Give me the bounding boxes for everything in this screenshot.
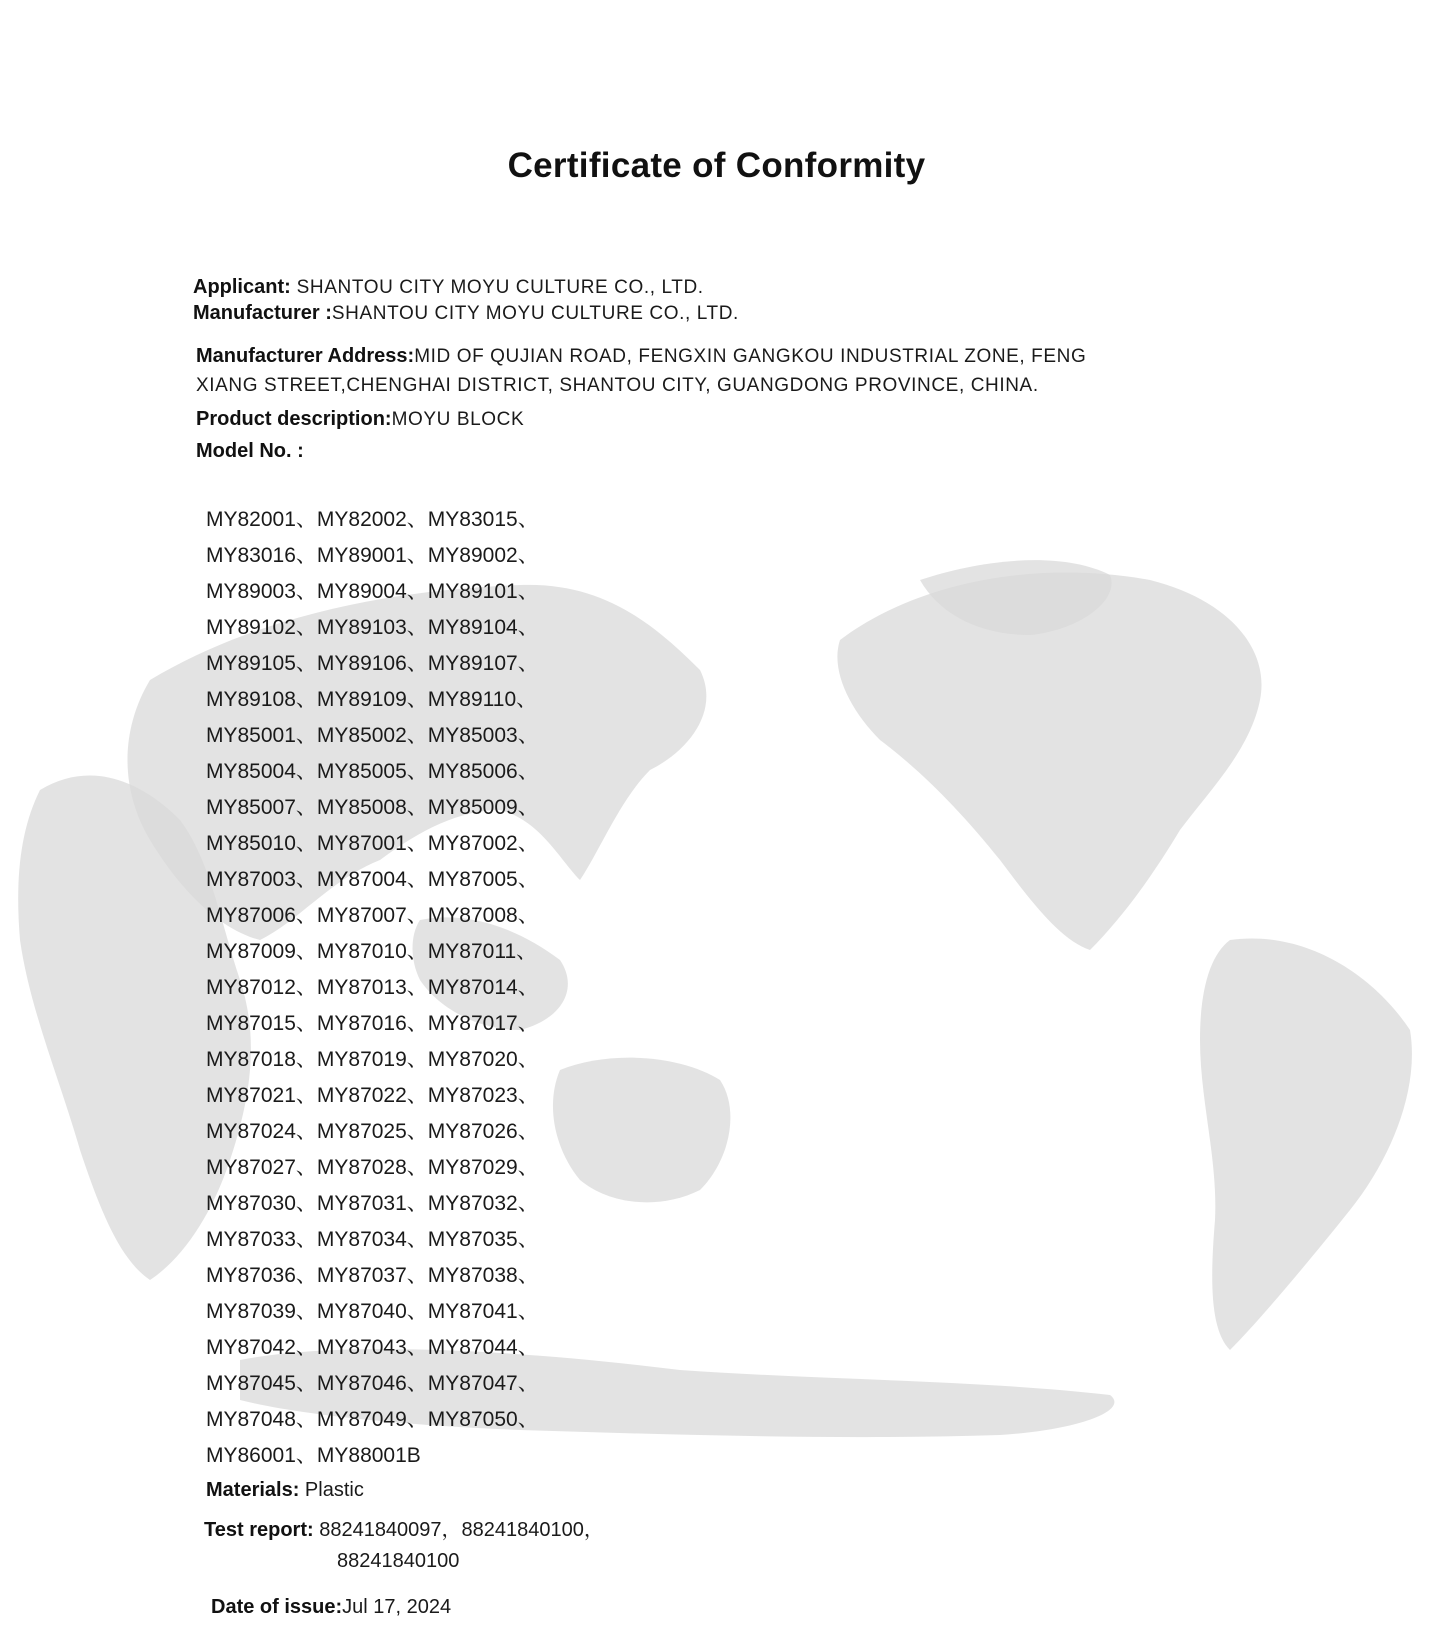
manufacturer-address-row-2 xyxy=(196,372,1039,399)
model-no-row xyxy=(196,438,304,464)
product-description-row xyxy=(196,406,524,433)
model-row: MY87048、MY87049、MY87050、 xyxy=(206,1408,539,1431)
model-row: MY85007、MY85008、MY85009、 xyxy=(206,796,539,819)
model-row: MY87030、MY87031、MY87032、 xyxy=(206,1192,539,1215)
manufacturer-address-line2: XIANG STREET,CHENGHAI DISTRICT, SHANTOU CITY, GUANGDONG PROVINCE, CHINA. xyxy=(196,375,1039,396)
test-report-row-2 xyxy=(337,1548,459,1574)
model-row: MY87024、MY87025、MY87026、 xyxy=(206,1120,539,1143)
model-row: MY87015、MY87016、MY87017、 xyxy=(206,1012,539,1035)
model-row: MY82001、MY82002、MY83015、 xyxy=(206,508,539,531)
model-row: MY87027、MY87028、MY87029、 xyxy=(206,1156,539,1179)
applicant-value: SHANTOU CITY MOYU CULTURE CO., LTD. xyxy=(290,277,704,298)
model-row: MY89003、MY89004、MY89101、 xyxy=(206,580,539,603)
model-row: MY87036、MY87037、MY87038、 xyxy=(206,1264,539,1287)
model-row: MY87042、MY87043、MY87044、 xyxy=(206,1336,539,1359)
model-row: MY89108、MY89109、MY89110、 xyxy=(206,688,538,711)
applicant-label: Applicant: xyxy=(193,276,291,298)
model-row: MY85010、MY87001、MY87002、 xyxy=(206,832,539,855)
certificate-title: Certificate of Conformity xyxy=(507,146,926,185)
materials-label: Materials: xyxy=(206,1479,300,1501)
test-report-row xyxy=(204,1517,604,1543)
model-row: MY85004、MY85005、MY85006、 xyxy=(206,760,539,783)
model-row: MY87039、MY87040、MY87041、 xyxy=(206,1300,539,1323)
product-description-value: MOYU BLOCK xyxy=(391,409,525,430)
date-of-issue-row xyxy=(211,1594,451,1620)
manufacturer-address-row xyxy=(196,343,1086,370)
manufacturer-label: Manufacturer : xyxy=(193,302,332,324)
materials-row xyxy=(206,1477,364,1503)
model-row: MY87045、MY87046、MY87047、 xyxy=(206,1372,539,1395)
product-description-label: Product description: xyxy=(196,408,392,430)
model-row: MY87003、MY87004、MY87005、 xyxy=(206,868,539,891)
applicant-row xyxy=(193,274,704,301)
test-report-label: Test report: xyxy=(204,1519,314,1541)
manufacturer-row xyxy=(193,300,739,327)
model-row: MY87012、MY87013、MY87014、 xyxy=(206,976,539,999)
model-list xyxy=(206,502,539,1474)
model-row: MY87006、MY87007、MY87008、 xyxy=(206,904,539,927)
manufacturer-address-label: Manufacturer Address: xyxy=(196,345,415,367)
model-row: MY87018、MY87019、MY87020、 xyxy=(206,1048,539,1071)
date-of-issue-value: Jul 17, 2024 xyxy=(342,1596,452,1618)
model-row: MY86001、MY88001B xyxy=(206,1444,421,1467)
materials-value: Plastic xyxy=(299,1479,364,1501)
date-of-issue-label: Date of issue: xyxy=(211,1596,343,1618)
model-row: MY87021、MY87022、MY87023、 xyxy=(206,1084,539,1107)
model-no-label: Model No. : xyxy=(196,440,304,462)
model-row: MY89105、MY89106、MY89107、 xyxy=(206,652,539,675)
model-row: MY83016、MY89001、MY89002、 xyxy=(206,544,539,567)
model-row: MY87009、MY87010、MY87011、 xyxy=(206,940,538,963)
manufacturer-value: SHANTOU CITY MOYU CULTURE CO., LTD. xyxy=(331,303,739,324)
model-row: MY87033、MY87034、MY87035、 xyxy=(206,1228,539,1251)
manufacturer-address-line1: MID OF QUJIAN ROAD, FENGXIN GANGKOU INDUSTRIAL ZONE, FENG xyxy=(414,346,1087,367)
model-row: MY89102、MY89103、MY89104、 xyxy=(206,616,539,639)
model-row: MY85001、MY85002、MY85003、 xyxy=(206,724,539,747)
test-report-line1: 88241840097，88241840100， xyxy=(313,1519,604,1541)
test-report-line2: 88241840100 xyxy=(337,1550,460,1572)
